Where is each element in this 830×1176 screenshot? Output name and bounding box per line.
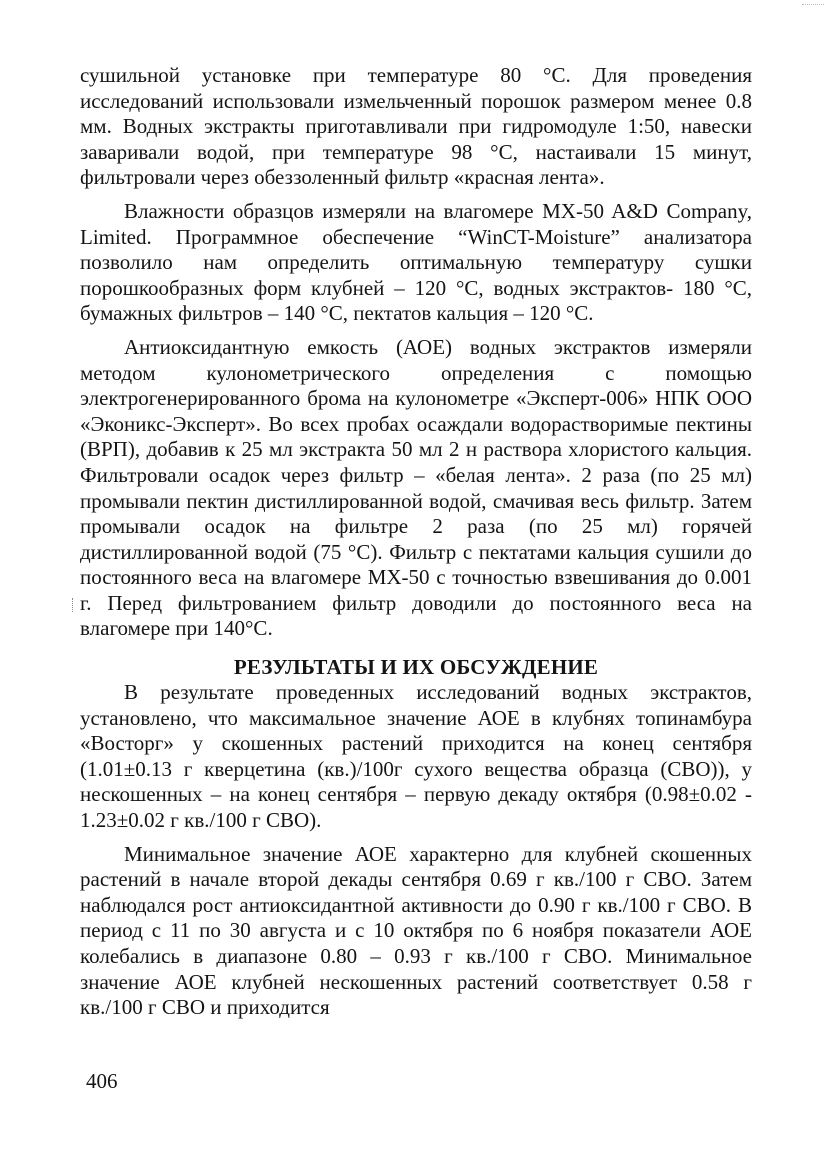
page-number: 406 (86, 1069, 118, 1093)
paragraph-antioxidant-method: Антиоксидантную емкость (АОЕ) водных экстрактов измеряли методом кулонометрического определения с помощью электрогенерированного брома на кулонометре «Эксперт-006» НПК ООО «Эконикс-Эксперт». Во всех пробах осаждали водорастворимые пектины (ВРП), добавив к 25 мл экстракта 50 мл 2 н раствора хлористого кальция. Фильтровали осадок через фильтр – «белая лента». 2 раза (по 25 мл) промывали пектин дистиллированной водой, смачивая весь фильтр. Затем промывали осадок на фильтре 2 раза (по 25 мл) горячей дистиллированной водой (75 °С). Фильтр с пектатами кальция сушили до постоянного веса на влагомере MX-50 с точностью взвешивания до 0.001 г. Перед фильтрованием фильтр доводили до постоянного веса на влагомере при 140°С. (80, 334, 752, 641)
paragraph-minimum-values: Минимальное значение АОЕ характерно для клубней скошенных растений в начале второй декады сентября 0.69 г кв./100 г СВО. Затем наблюдался рост антиоксидантной активности до 0.90 г кв./100 г СВО. В период с 11 по 30 августа и с 10 октября по 6 ноября показатели АОЕ колебались в диапазоне 0.80 – 0.93 г кв./100 г СВО. Минимальное значение АОЕ клубней нескошенных растений соответствует 0.58 г кв./100 г СВО и приходится (80, 841, 752, 1020)
paragraph-results: В результате проведенных исследований водных экстрактов, установлено, что максимальное значение АОЕ в клубнях топинамбура «Восторг» у скошенных растений приходится на конец сентября (1.01±0.13 г кверцетина (кв.)/100г сухого вещества образца (СВО)), у нескошенных – на конец сентября – первую декаду октября (0.98±0.02 - 1.23±0.02 г кв./100 г СВО). (80, 680, 752, 833)
scan-margin-mark (72, 598, 73, 612)
scan-corner-mark (802, 4, 824, 5)
paragraph-continuation: сушильной установке при температуре 80 °С. Для проведения исследований использовали измельченный порошок размером менее 0.8 мм. Водных экстракты приготавливали при гидромодуле 1:50, навески заваривали водой, при температуре 98 °С, настаивали 15 минут, фильтровали через обеззоленный фильтр «красная лента». (80, 63, 752, 190)
section-heading: РЕЗУЛЬТАТЫ И ИХ ОБСУЖДЕНИЕ (233, 655, 599, 680)
paragraph-moisture: Влажности образцов измеряли на влагомере MX-50 A&D Company, Limited. Программное обеспечение “WinCT-Moisture” анализатора позволило нам определить оптимальную температуру сушки порошкообразных форм клубней – 120 °С, водных экстрактов- 180 °С, бумажных фильтров – 140 °С, пектатов кальция – 120 °С. (80, 198, 752, 326)
body-text (80, 63, 752, 1029)
